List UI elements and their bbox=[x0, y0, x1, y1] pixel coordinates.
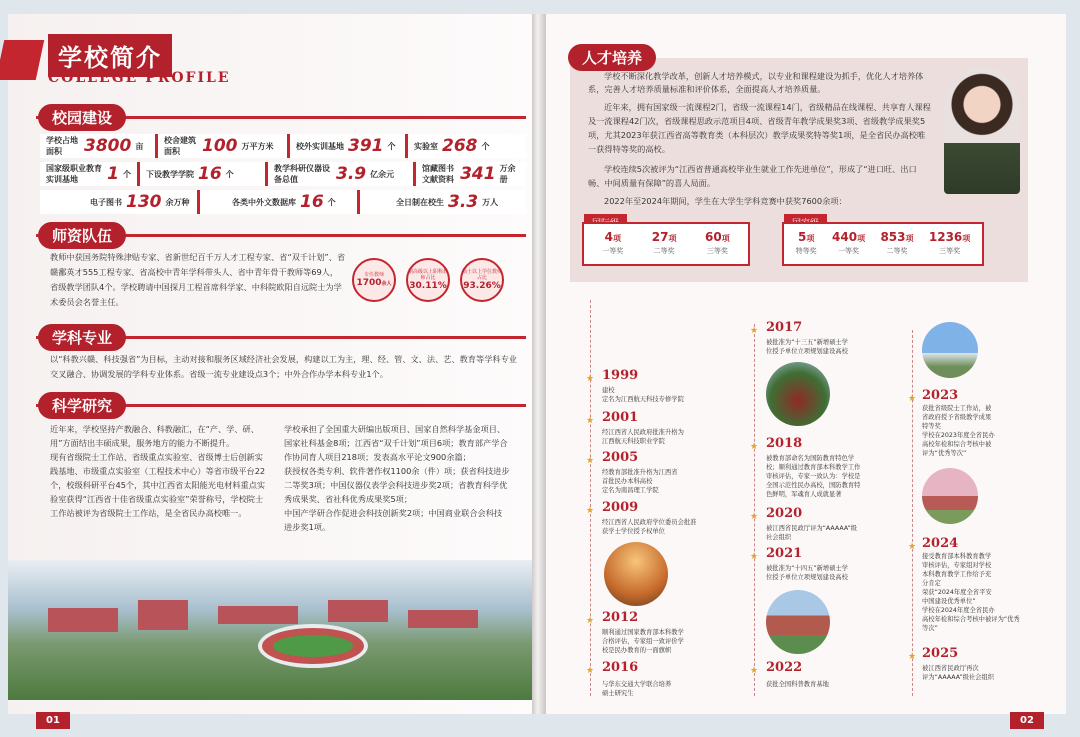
stat-land-area: 学校占地面积 3800 亩 bbox=[40, 134, 158, 158]
kpi-master-degree-ratio: 硕士以上学位教师占比 93.26% bbox=[460, 258, 504, 302]
timeline-line-1 bbox=[590, 300, 591, 696]
page-number-right: 02 bbox=[1010, 712, 1044, 729]
timeline-year: 2020 bbox=[766, 506, 803, 521]
stat-students: 全日制在校生 3.3 万人 bbox=[360, 190, 526, 214]
timeline-year: 2024 bbox=[922, 536, 959, 551]
faculty-text: 教师中获国务院特殊津贴专家、省新世纪百千万人才工程专家、省“双千计划”、省赣鄱英才555工程专家、省高校中青年学科带头人、省中青年骨干教师等69人，省级教学团队4个。学校聘请中国探月工程首席科学家、中科院欧阳自远院士为学术委员会名誉主任。 bbox=[50, 252, 346, 307]
timeline-star-icon: ★ bbox=[750, 326, 759, 336]
talent-heading: 人才培养 bbox=[568, 44, 656, 71]
timeline-event: 经江西省人民政府学位委员会批准 获学士学位授予权单位 bbox=[602, 519, 697, 535]
student-portrait bbox=[944, 66, 1020, 194]
award-item: 853项 二等奖 bbox=[880, 230, 914, 255]
award-item: 27项 二等奖 bbox=[651, 230, 677, 255]
campus-heading: 校园建设 bbox=[38, 104, 126, 131]
timeline-event: 与华东交通大学联合培养 硕士研究生 bbox=[602, 681, 672, 697]
stat-library: 馆藏图书文献资料 341 万余册 bbox=[416, 162, 526, 186]
timeline-event: 经江西省人民政府批准升格为 江西航天科技职业学院 bbox=[602, 429, 684, 445]
research-heading: 科学研究 bbox=[38, 392, 126, 419]
timeline-star-icon: ★ bbox=[750, 666, 759, 676]
campus-stats-row-3 bbox=[40, 190, 526, 214]
award-item: 1236项 三等奖 bbox=[928, 230, 971, 255]
timeline-star-icon: ★ bbox=[750, 552, 759, 562]
campus-aerial-photo bbox=[8, 560, 532, 700]
timeline-event: 被批准为“十四五”新增硕士学 位授予单位立项规划建设高校 bbox=[766, 565, 849, 581]
page-subtitle: COLLEGE PROFILE bbox=[48, 70, 231, 86]
disciplines-text: 以“科教兴赣、科技强省”为目标，主动对接和服务区域经济社会发展，构建以工为主，理、经、管、文、法、艺、教育等学科专业交叉融合、协调发展的学科专业体系。省级一流专业建设点3个；中外合作办学本科专业1个。 bbox=[50, 354, 517, 379]
timeline-event: 被教育部命名为国防教育特色学 校；顺利通过教育部本科教学工作 审核评估，专家一致认为：学校是 全国示范性民办高校，国防教育特 色鲜明，军魂育人成就显著 bbox=[766, 455, 861, 498]
international-awards bbox=[582, 222, 750, 266]
timeline-event: 被江西省民政厅再次 评为“AAAAA”级社会组织 bbox=[922, 665, 995, 681]
timeline-year: 1999 bbox=[602, 368, 639, 383]
timeline-star-icon: ★ bbox=[586, 506, 595, 516]
campus-stats-row-1 bbox=[40, 134, 526, 158]
research-text-col2: 学校承担了全国重大研编出版项目、国家自然科学基金项目、国家社科基金8项；江西省“双千计划”项目6项；教育部产学合作协同育人项目218项；发表高水平论文900余篇； 获授权各类专利、软件著作权1100余（件）项；获省科技进步二等奖3项；中国仪器仪表学会科技进步奖2项；省教育科学优秀成果奖、省社科优秀成果奖5项； 中国产学研合作促进会科技创新奖2项；中国商业联合会科技进步奖1项。 bbox=[284, 424, 510, 532]
timeline-star-icon: ★ bbox=[586, 416, 595, 426]
stat-training-bases: 校外实训基地 391 个 bbox=[290, 134, 408, 158]
talent-paragraph-2: 近年来，拥有国家级一流课程2门，省级一流课程14门，省级精品在线课程、共享育人课程及一流课程42门次，省级课程思政示范项目4项、省级青年教学成果奖3项、省级教学成果奖5项，尤其2023年获江西省高等教育类（本科层次）教学成果奖特等奖1项，是全省民办高校唯一获得特等奖的高校。 bbox=[588, 102, 931, 154]
award-item: 5项 特等奖 bbox=[795, 230, 817, 255]
timeline-star-icon: ★ bbox=[750, 512, 759, 522]
stat-equipment: 教学科研仪器设备总值 3.9 亿余元 bbox=[268, 162, 416, 186]
award-item: 4项 一等奖 bbox=[602, 230, 624, 255]
stat-building-area: 校舍建筑面积 100 万平方米 bbox=[158, 134, 290, 158]
timeline-event: 接受教育部本科教育教学 审核评估，专家组对学校 本科教育教学工作给予充 分肯定 荣获“2024年度全省平安 中国建设优秀单位” 学校在2024年度全省民办 高校年检和综合考核中被评为“优秀 等次” bbox=[922, 553, 1020, 632]
timeline-line-3 bbox=[912, 330, 913, 696]
pavilion-photo bbox=[766, 362, 830, 426]
timeline-year: 2022 bbox=[766, 660, 803, 675]
timeline-event: 被江西省民政厅评为“AAAAA”级 社会组织 bbox=[766, 525, 857, 541]
campus-photo-2023 bbox=[922, 322, 978, 378]
timeline-star-icon: ★ bbox=[586, 666, 595, 676]
timeline-year: 2001 bbox=[602, 410, 639, 425]
talent-paragraph-3: 学校连续5次被评为“江西省普通高校毕业生就业工作先进单位”，形成了“进口旺、出口畅、中间质量有保障”的喜人局面。 bbox=[588, 164, 917, 188]
timeline-year: 2005 bbox=[602, 450, 639, 465]
faculty-heading: 师资队伍 bbox=[38, 222, 126, 249]
timeline-year: 2018 bbox=[766, 436, 803, 451]
page-title: 学校简介 bbox=[48, 34, 172, 77]
timeline-year: 2021 bbox=[766, 546, 803, 561]
page-number-left: 01 bbox=[36, 712, 70, 729]
stat-colleges: 下设教学学院 16 个 bbox=[140, 162, 268, 186]
timeline-star-icon: ★ bbox=[908, 542, 917, 552]
timeline-star-icon: ★ bbox=[586, 456, 595, 466]
timeline-star-icon: ★ bbox=[908, 652, 917, 662]
talent-paragraph-1: 学校不断深化教学改革，创新人才培养模式，以专业和课程建设为抓手，优化人才培养体系，完善人才培养质量标准和评价体系，全面提高人才培养质量。 bbox=[588, 71, 924, 94]
kpi-senior-title-ratio: 副高级以上职称教师占比 30.11% bbox=[406, 258, 450, 302]
stat-national-base: 国家级职业教育实训基地 1 个 bbox=[40, 162, 140, 186]
campus-stats-row-2 bbox=[40, 162, 526, 186]
campus-building-photo bbox=[766, 590, 830, 654]
research-text-col1: 近年来，学校坚持产教融合、科教融汇，在“产、学、研、用”方面结出丰硕成果，服务地方的能力不断提升。 现有省级院士工作站、省级重点实验室、省级博士后创新实践基地、市级重点实验室（工程技术中心）等省市级平台22个，校级科研平台45个，其中江西省太阳能光电材料重点实验室获得“江西省十佳省级重点实验室”荣誉称号，学校院士工作站被评为省级院士工作站，是全省民办高校唯一。 bbox=[50, 424, 266, 518]
disciplines-heading: 学科专业 bbox=[38, 324, 126, 351]
national-awards bbox=[782, 222, 984, 266]
timeline-event: 经教育部批准升格为江西省 首批民办本科高校 定名为南昌理工学院 bbox=[602, 469, 678, 494]
timeline-event: 获批省级院士工作站，被 省政府授予省级教学成果 特等奖 学校在2023年度全省民办 高校年检和综合考核中被 评为“优秀等次” bbox=[922, 405, 995, 457]
timeline-star-icon: ★ bbox=[586, 616, 595, 626]
timeline-year: 2012 bbox=[602, 610, 639, 625]
stat-ebooks: 电子图书 130 余万种 bbox=[40, 190, 200, 214]
timeline-event: 获批全国科普教育基地 bbox=[766, 681, 829, 688]
timeline-year: 2025 bbox=[922, 646, 959, 661]
timeline-event: 建校 定名为江西航天科技专修学院 bbox=[602, 387, 684, 403]
campus-photo-2012 bbox=[604, 542, 668, 606]
stat-labs: 实验室 268 个 bbox=[408, 134, 526, 158]
timeline-star-icon: ★ bbox=[750, 442, 759, 452]
timeline-star-icon: ★ bbox=[586, 374, 595, 384]
timeline-star-icon: ★ bbox=[908, 394, 917, 404]
kpi-full-time-teachers: 专任教师 1700余人 bbox=[352, 258, 396, 302]
timeline-event: 顺利通过国家教育部本科教学 合格评估，专家组一致评价学 校是民办教育的一面旗帜 bbox=[602, 629, 684, 654]
campus-photo-2024 bbox=[922, 468, 978, 524]
timeline-year: 2017 bbox=[766, 320, 803, 335]
timeline-line-2 bbox=[754, 324, 755, 696]
award-item: 60项 三等奖 bbox=[705, 230, 730, 255]
book-gutter bbox=[532, 14, 546, 714]
timeline-year: 2016 bbox=[602, 660, 639, 675]
award-item: 440项 一等奖 bbox=[832, 230, 866, 255]
timeline-event: 被批准为“十三五”新增硕士学 位授予单位立项规划建设高校 bbox=[766, 339, 849, 355]
talent-paragraph-4: 2022年至2024年期间，学生在大学生学科竞赛中获奖7600余项： bbox=[604, 196, 847, 206]
stat-databases: 各类中外文数据库 16 个 bbox=[200, 190, 360, 214]
timeline-year: 2023 bbox=[922, 388, 959, 403]
timeline-year: 2009 bbox=[602, 500, 639, 515]
